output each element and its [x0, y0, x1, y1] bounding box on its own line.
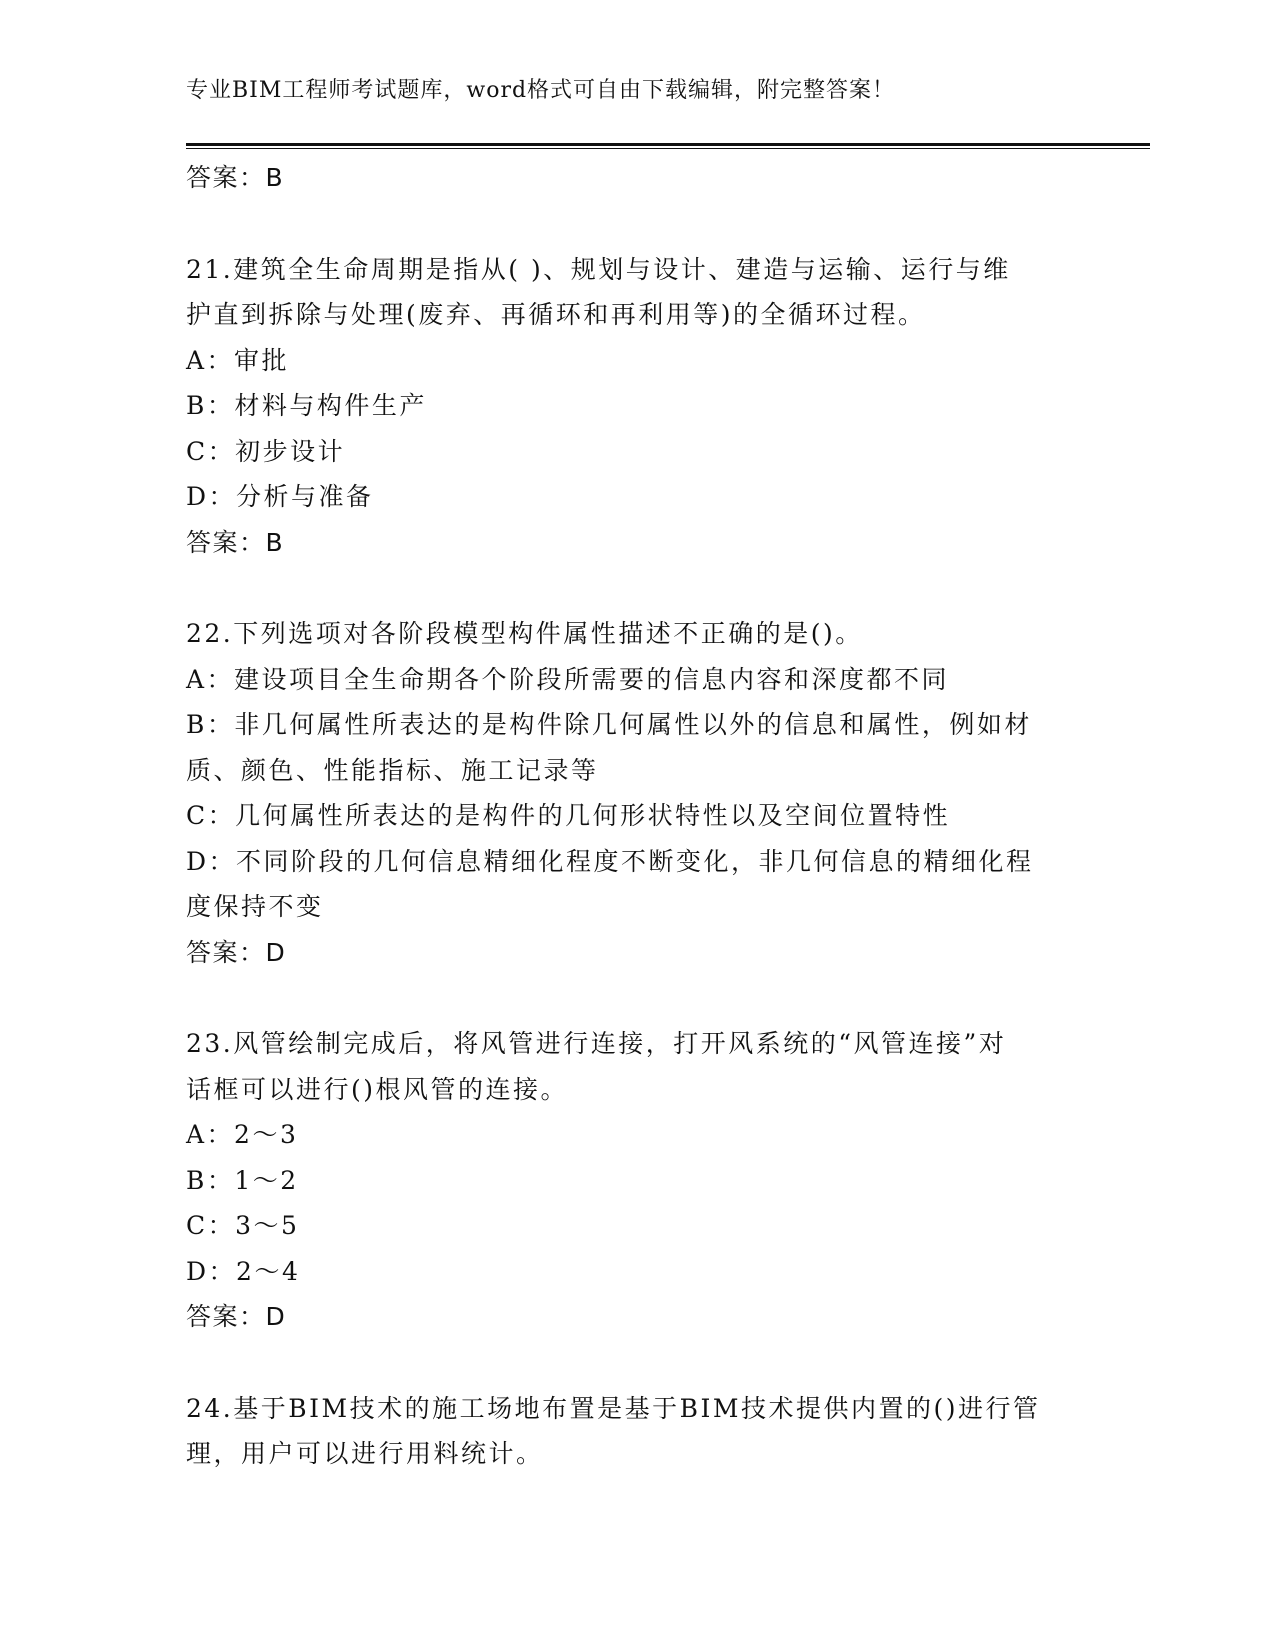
question-stem-line: 理，用户可以进行用料统计。 [186, 1439, 544, 1468]
question-21 [186, 247, 1086, 566]
option-b: B：1～2 [186, 1165, 299, 1195]
option-a: A：2～3 [186, 1120, 299, 1149]
question-stem-line: 话框可以进行()根风管的连接。 [186, 1074, 569, 1104]
spacer [186, 975, 1086, 1021]
question-stem-line: 护直到拆除与处理(废弃、再循环和再利用等)的全循环过程。 [186, 300, 926, 329]
option-d-continued: 度保持不变 [186, 892, 324, 921]
question-stem-line: 24.基于BIM技术的施工场地布置是基于BIM技术提供内置的()进行管 [186, 1393, 1041, 1423]
question-answer: 答案：D [186, 937, 287, 967]
question-stem-line: 23.风管绘制完成后，将风管进行连接，打开风系统的“风管连接”对 [186, 1029, 1007, 1058]
question-24 [186, 1386, 1086, 1477]
question-stem-line: 22.下列选项对各阶段模型构件属性描述不正确的是()。 [186, 619, 863, 648]
spacer [186, 565, 1086, 611]
header-divider-thin [186, 148, 1150, 149]
option-c: C：几何属性所表达的是构件的几何形状特性以及空间位置特性 [186, 801, 951, 830]
option-c: C：3～5 [186, 1211, 300, 1240]
header-divider-thick [186, 143, 1150, 146]
option-d: D：2～4 [186, 1256, 301, 1286]
question-22 [186, 611, 1086, 975]
option-d: D：不同阶段的几何信息精细化程度不断变化，非几何信息的精细化程 [186, 846, 1034, 876]
question-answer: 答案：B [186, 527, 285, 557]
spacer [186, 201, 1086, 247]
option-b: B：材料与构件生产 [186, 391, 427, 420]
question-23 [186, 1021, 1086, 1340]
previous-question-answer: 答案：B [186, 163, 285, 192]
option-a: A：审批 [186, 345, 290, 375]
option-c: C：初步设计 [186, 436, 346, 466]
question-stem-line: 21.建筑全生命周期是指从( )、规划与设计、建造与运输、运行与维 [186, 254, 1011, 284]
option-a: A：建设项目全生命期各个阶段所需要的信息内容和深度都不同 [186, 664, 950, 694]
question-answer: 答案：D [186, 1302, 287, 1331]
option-b-continued: 质、颜色、性能指标、施工记录等 [186, 755, 599, 785]
spacer [186, 1340, 1086, 1386]
question-content [186, 155, 1086, 1477]
option-b: B：非几何属性所表达的是构件除几何属性以外的信息和属性，例如材 [186, 710, 1032, 739]
option-d: D：分析与准备 [186, 482, 374, 511]
page-header-title: 专业BIM工程师考试题库，word格式可自由下载编辑，附完整答案！ [186, 78, 896, 103]
